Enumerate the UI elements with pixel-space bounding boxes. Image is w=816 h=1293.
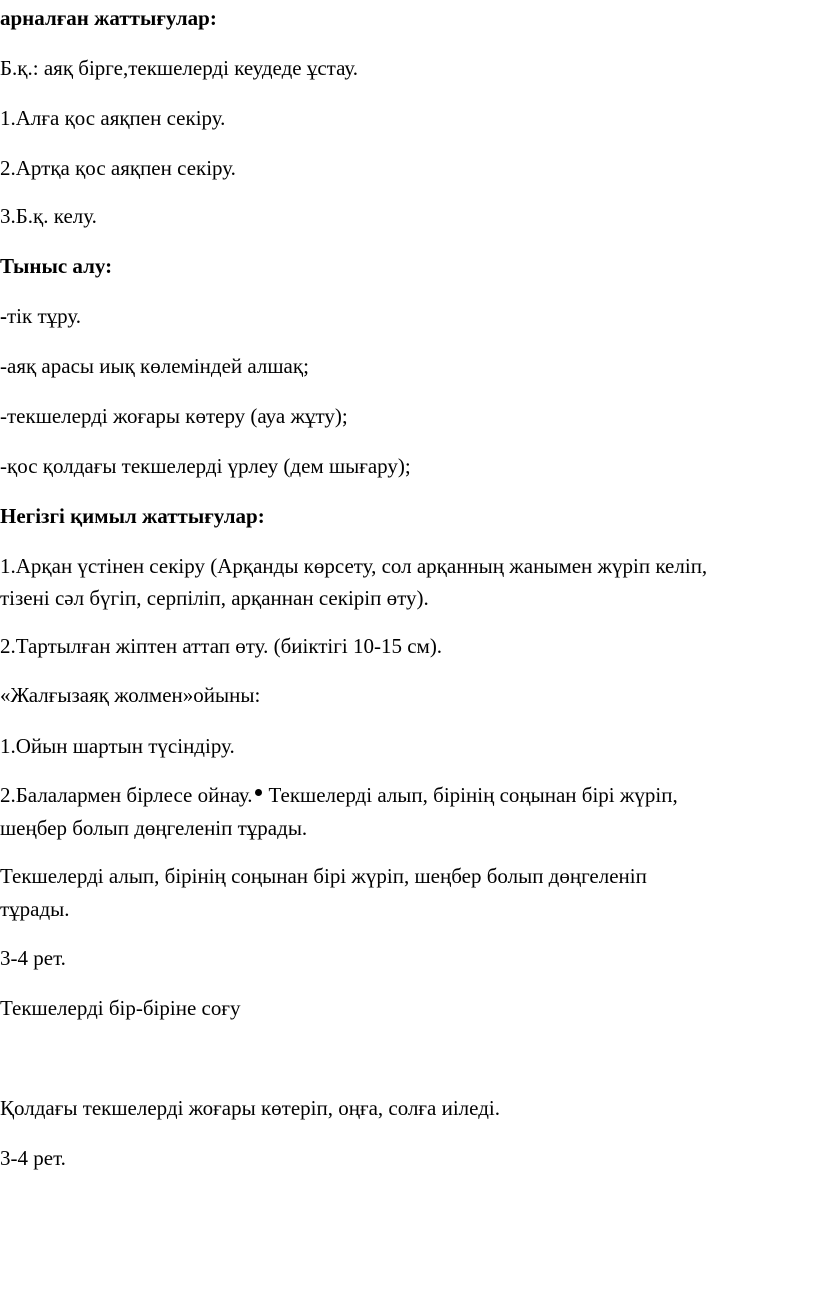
cubes-hit-text: Текшелерді бір-біріне соғу	[0, 996, 241, 1020]
main-movement-2: 2.Тартылған жіптен аттап өту. (биіктігі 10-15 см).	[0, 634, 443, 658]
step-forward-jump: 1.Алға қос аяқпен секіру.	[0, 106, 226, 130]
start-position-text: Б.қ.: аяқ бірге,текшелерді кеудеде ұстау.	[0, 56, 358, 80]
paragraph-raise-bend: Қолдағы текшелерді жоғары көтеріп, оңға, солға иіледі.	[0, 1096, 500, 1120]
paragraph-circle-line-1: Текшелерді алып, бірінің соңынан бірі жүріп, шеңбер болып дөңгеленіп	[0, 864, 647, 888]
section-heading-main-movements: Негізгі қимыл жаттығулар:	[0, 504, 265, 528]
paragraph-circle-line-2: тұрады.	[0, 897, 70, 921]
breathing-item-raise: -текшелерді жоғары көтеру (ауа жұту);	[0, 404, 348, 428]
step-return: 3.Б.қ. келу.	[0, 204, 97, 228]
game-step-2-line-1	[0, 782, 678, 808]
bullet-icon	[255, 789, 262, 796]
main-movement-1-line-2: тізені сәл бүгіп, серпіліп, арқаннан секіріп өту).	[0, 586, 429, 610]
game-step-2-text: 2.Балалармен бірлесе ойнау.	[0, 783, 253, 807]
breathing-item-stand-text: тік тұру.	[7, 304, 82, 328]
game-title: «Жалғызаяқ жолмен»ойыны:	[0, 683, 261, 707]
breathing-item-feet: -аяқ арасы иық көлеміндей алшақ;	[0, 354, 309, 378]
game-step-2-line-2: шеңбер болып дөңгеленіп тұрады.	[0, 816, 308, 840]
section-heading-exercises: арналған жаттығулар:	[0, 6, 217, 30]
game-step-1: 1.Ойын шартын түсіндіру.	[0, 734, 235, 758]
breathing-item-stand	[0, 303, 81, 329]
section-heading-breathing: Тыныс алу:	[0, 254, 113, 278]
breathing-dash: -	[0, 304, 7, 328]
step-backward-jump: 2.Артқа қос аяқпен секіру.	[0, 156, 236, 180]
breathing-item-blow: -қос қолдағы текшелерді үрлеу (дем шығару);	[0, 454, 411, 478]
main-movement-1-line-1: 1.Арқан үстінен секіру (Арқанды көрсету, сол арқанның жанымен жүріп келіп,	[0, 554, 708, 578]
game-step-2-continuation: Текшелерді алып, бірінің соңынан бірі жүріп,	[268, 783, 678, 807]
repeat-count-1: 3-4 рет.	[0, 946, 66, 970]
repeat-count-2: 3-4 рет.	[0, 1146, 66, 1170]
